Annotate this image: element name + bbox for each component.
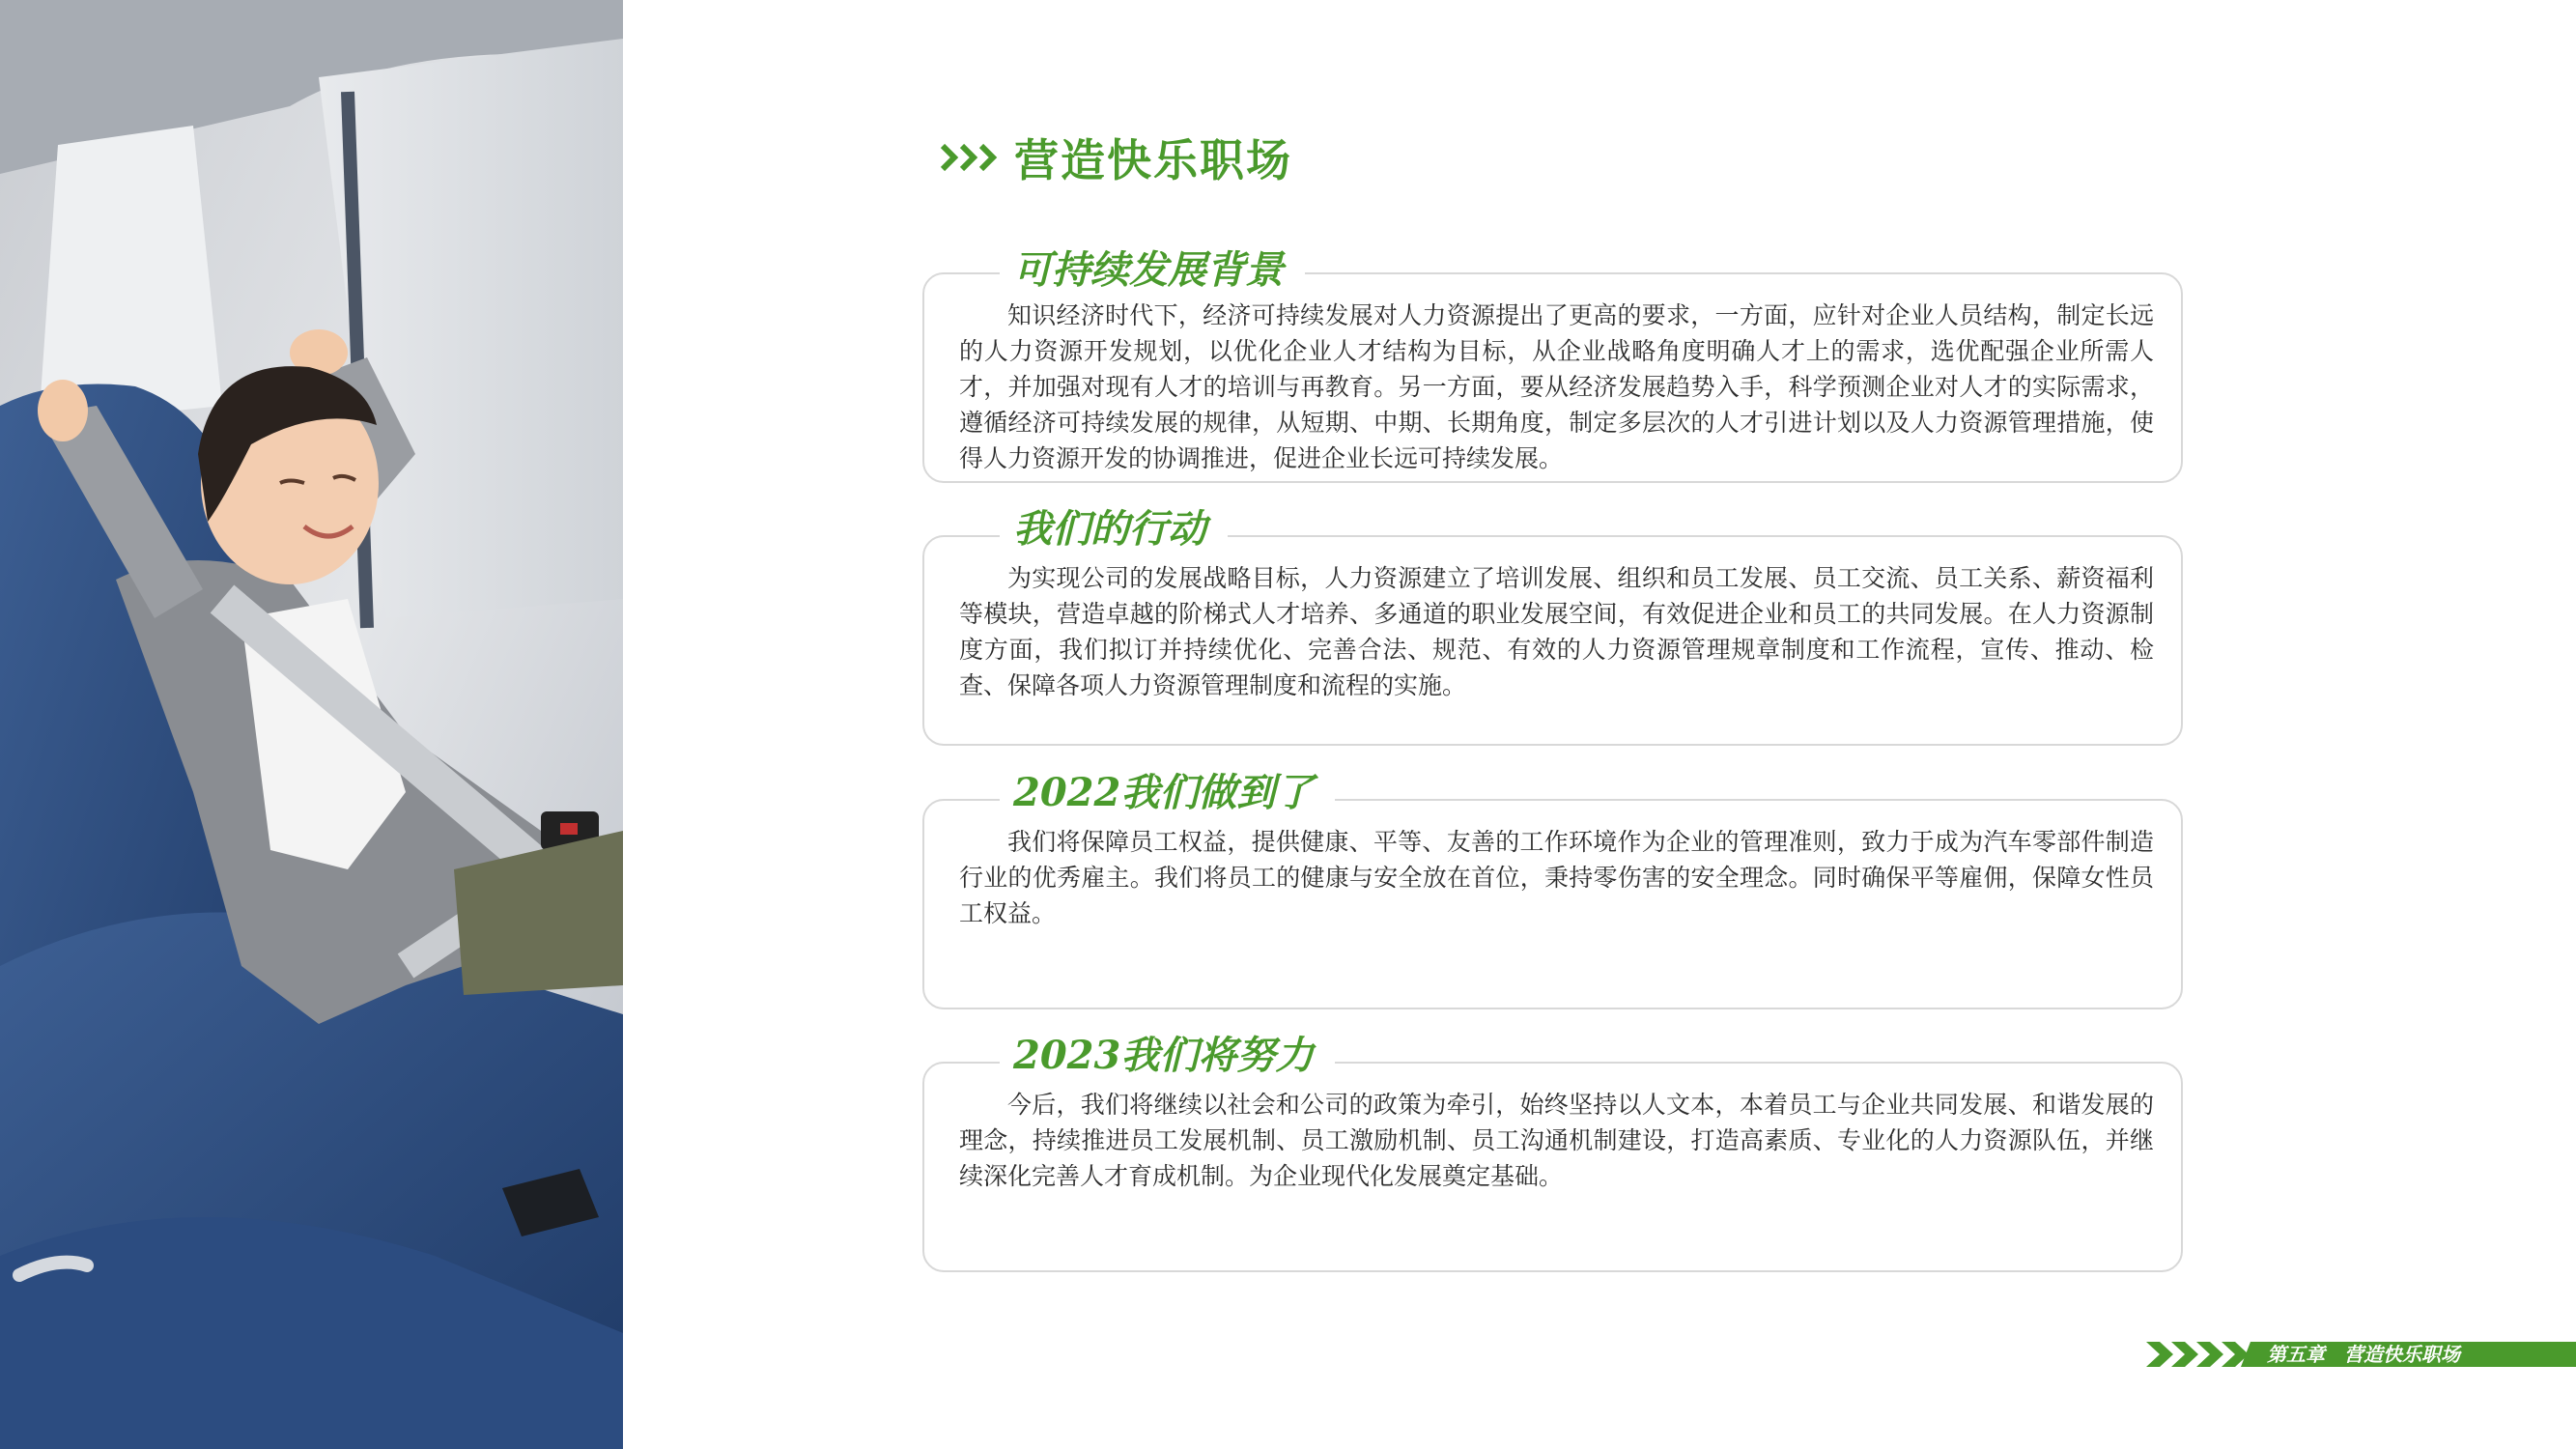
- section-body: 知识经济时代下，经济可持续发展对人力资源提出了更高的要求，一方面，应针对企业人员结构，制定长远的人力资源开发规划，以优化企业人才结构为目标，从企业战略角度明确人才上的需求，选优配强企业所需人才，并加强对现有人才的培训与再教育。另一方面，要从经济发展趋势入手，科学预测企业对人才的实际需求，遵循经济可持续发展的规律，从短期、中期、长期角度，制定多层次的人才引进计划以及人力资源管理措施，使得人力资源开发的协调推进，促进企业长远可持续发展。: [959, 301, 2154, 472]
- section-body: 今后，我们将继续以社会和公司的政策为牵引，始终坚持以人文本，本着员工与企业共同发展、和谐发展的理念，持续推进员工发展机制、员工激励机制、员工沟通机制建设，打造高素质、专业化的人力资源队伍，并继续深化完善人才育成机制。为企业现代化发展奠定基础。: [959, 1091, 2154, 1190]
- triple-chevron-icon: [2146, 1340, 2252, 1369]
- chapter-label: 第五章 营造快乐职场: [2267, 1343, 2460, 1366]
- section-heading: 2023我们将努力: [1000, 1029, 1335, 1083]
- page-title: [939, 124, 1292, 191]
- section-heading: 我们的行动: [1000, 502, 1228, 556]
- hero-photo: [0, 0, 623, 1449]
- chapter-tag: [2146, 1340, 2576, 1369]
- section-heading: 2022我们做到了: [1000, 766, 1335, 820]
- section-body: 为实现公司的发展战略目标，人力资源建立了培训发展、组织和员工发展、员工交流、员工关系、薪资福利等模块，营造卓越的阶梯式人才培养、多通道的职业发展空间，有效促进企业和员工的共同发展。在人力资源制度方面，我们拟订并持续优化、完善合法、规范、有效的人力资源管理规章制度和工作流程，宣传、推动、检查、保障各项人力资源管理制度和流程的实施。: [959, 564, 2154, 699]
- page-title-text: 营造快乐职场: [1014, 134, 1292, 186]
- triple-chevron-icon: [939, 138, 1006, 177]
- section-heading: 可持续发展背景: [1000, 243, 1305, 298]
- section-body: 我们将保障员工权益，提供健康、平等、友善的工作环境作为企业的管理准则，致力于成为汽车零部件制造行业的优秀雇主。我们将员工的健康与安全放在首位，秉持零伤害的安全理念。同时确保平等雇佣，保障女性员工权益。: [959, 828, 2154, 927]
